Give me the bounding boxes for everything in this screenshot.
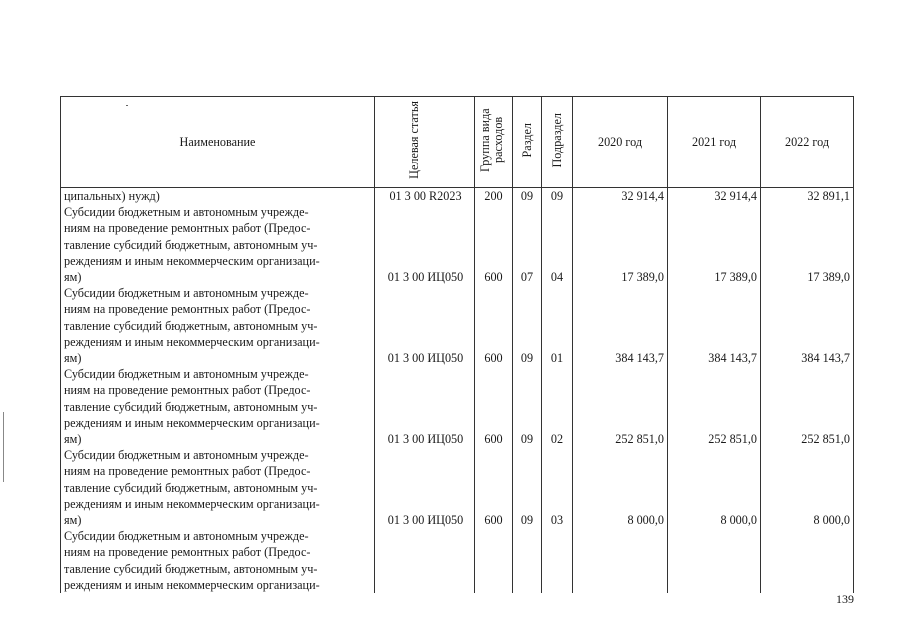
empty-cell bbox=[668, 528, 761, 593]
empty-cell bbox=[573, 528, 668, 593]
row-name-line: Субсидии бюджетным и автономным учрежде- bbox=[64, 367, 309, 382]
header-year-2022: 2022 год bbox=[761, 97, 854, 188]
row-target-article: 01 3 00 ИЦ050 bbox=[375, 366, 475, 447]
row-section: 07 bbox=[513, 204, 542, 285]
row-value-2022: 384 143,7 bbox=[761, 285, 854, 366]
header-year-2020: 2020 год bbox=[573, 97, 668, 188]
row-section: 09 bbox=[513, 447, 542, 528]
row-name bbox=[61, 528, 375, 593]
table-row bbox=[61, 447, 854, 528]
header-expense-group: Группа вида расходов bbox=[475, 97, 513, 188]
row-name-line: ям) bbox=[64, 351, 82, 366]
row-value-2020: 252 851,0 bbox=[573, 366, 668, 447]
header-target-article: Целевая статья bbox=[375, 97, 475, 188]
row-value-2022: 17 389,0 bbox=[761, 204, 854, 285]
row-name-line: реждениям и иным некоммерческим организаци- bbox=[64, 415, 320, 430]
row-name-line: реждениям и иным некоммерческим организаци- bbox=[64, 334, 320, 349]
table-row bbox=[61, 188, 854, 205]
empty-cell bbox=[761, 528, 854, 593]
row-value-2020: 8 000,0 bbox=[573, 447, 668, 528]
page-number: 139 bbox=[836, 592, 854, 606]
row-subsection: 03 bbox=[542, 447, 573, 528]
row-name-line: тавление субсидий бюджетным, автономным уч- bbox=[64, 561, 318, 576]
row-name-line: Субсидии бюджетным и автономным учрежде- bbox=[64, 529, 309, 544]
row-name-line: ям) bbox=[64, 270, 82, 285]
row-value-2021: 8 000,0 bbox=[668, 447, 761, 528]
row-name-line: ям) bbox=[64, 513, 82, 528]
row-expense-group: 600 bbox=[475, 204, 513, 285]
row-section: 09 bbox=[513, 366, 542, 447]
row-name-line: Субсидии бюджетным и автономным учрежде- bbox=[64, 205, 309, 220]
header-subsection: Подраздел bbox=[542, 97, 573, 188]
row-subsection: 09 bbox=[542, 188, 573, 205]
empty-cell bbox=[475, 528, 513, 593]
row-section: 09 bbox=[513, 188, 542, 205]
row-name-line: ниям на проведение ремонтных работ (Предос- bbox=[64, 221, 311, 236]
row-expense-group: 600 bbox=[475, 447, 513, 528]
row-target-article: 01 3 00 ИЦ050 bbox=[375, 447, 475, 528]
row-name-line: реждениям и иным некоммерческим организаци- bbox=[64, 577, 320, 592]
row-name-line: тавление субсидий бюджетным, автономным уч- bbox=[64, 480, 318, 495]
row-name-line: ципальных) нужд) bbox=[64, 189, 160, 203]
header-section: Раздел bbox=[513, 97, 542, 188]
row-name-line: Субсидии бюджетным и автономным учрежде- bbox=[64, 448, 309, 463]
row-value-2021: 17 389,0 bbox=[668, 204, 761, 285]
row-value-2021: 384 143,7 bbox=[668, 285, 761, 366]
row-name-line: тавление субсидий бюджетным, автономным уч- bbox=[64, 237, 318, 252]
table-row bbox=[61, 366, 854, 447]
row-value-2022: 32 891,1 bbox=[761, 188, 854, 205]
row-subsection: 02 bbox=[542, 366, 573, 447]
table-header-row bbox=[61, 97, 854, 188]
row-name-line: ниям на проведение ремонтных работ (Предос- bbox=[64, 545, 311, 560]
row-name-line: ям) bbox=[64, 432, 82, 447]
row-section: 09 bbox=[513, 285, 542, 366]
table-row bbox=[61, 204, 854, 285]
empty-cell bbox=[542, 528, 573, 593]
row-name-line: тавление субсидий бюджетным, автономным уч- bbox=[64, 318, 318, 333]
table-body bbox=[61, 188, 854, 594]
row-name bbox=[61, 285, 375, 366]
header-name: Наименование bbox=[61, 97, 375, 188]
row-name-line: реждениям и иным некоммерческим организаци- bbox=[64, 253, 320, 268]
budget-table-container bbox=[60, 96, 853, 592]
row-target-article: 01 3 00 ИЦ050 bbox=[375, 204, 475, 285]
row-name bbox=[61, 188, 375, 205]
row-target-article: 01 3 00 R2023 bbox=[375, 188, 475, 205]
row-target-article: 01 3 00 ИЦ050 bbox=[375, 285, 475, 366]
empty-cell bbox=[513, 528, 542, 593]
row-value-2020: 32 914,4 bbox=[573, 188, 668, 205]
header-year-2021: 2021 год bbox=[668, 97, 761, 188]
row-name-line: ниям на проведение ремонтных работ (Предос- bbox=[64, 464, 311, 479]
row-name-line: Субсидии бюджетным и автономным учрежде- bbox=[64, 286, 309, 301]
row-name-line: ниям на проведение ремонтных работ (Предос- bbox=[64, 383, 311, 398]
row-expense-group: 600 bbox=[475, 366, 513, 447]
table-row bbox=[61, 285, 854, 366]
row-expense-group: 600 bbox=[475, 285, 513, 366]
row-name-line: реждениям и иным некоммерческим организаци- bbox=[64, 496, 320, 511]
row-value-2022: 8 000,0 bbox=[761, 447, 854, 528]
row-expense-group: 200 bbox=[475, 188, 513, 205]
row-subsection: 01 bbox=[542, 285, 573, 366]
row-name-line: ниям на проведение ремонтных работ (Предос- bbox=[64, 302, 311, 317]
row-name-line: тавление субсидий бюджетным, автономным уч- bbox=[64, 399, 318, 414]
table-row-continued bbox=[61, 528, 854, 593]
row-value-2020: 384 143,7 bbox=[573, 285, 668, 366]
row-value-2020: 17 389,0 bbox=[573, 204, 668, 285]
scan-margin-mark bbox=[3, 412, 4, 482]
row-value-2021: 32 914,4 bbox=[668, 188, 761, 205]
budget-table bbox=[60, 96, 854, 593]
row-name bbox=[61, 447, 375, 528]
row-value-2022: 252 851,0 bbox=[761, 366, 854, 447]
row-subsection: 04 bbox=[542, 204, 573, 285]
empty-cell bbox=[375, 528, 475, 593]
row-value-2021: 252 851,0 bbox=[668, 366, 761, 447]
row-name bbox=[61, 204, 375, 285]
row-name bbox=[61, 366, 375, 447]
